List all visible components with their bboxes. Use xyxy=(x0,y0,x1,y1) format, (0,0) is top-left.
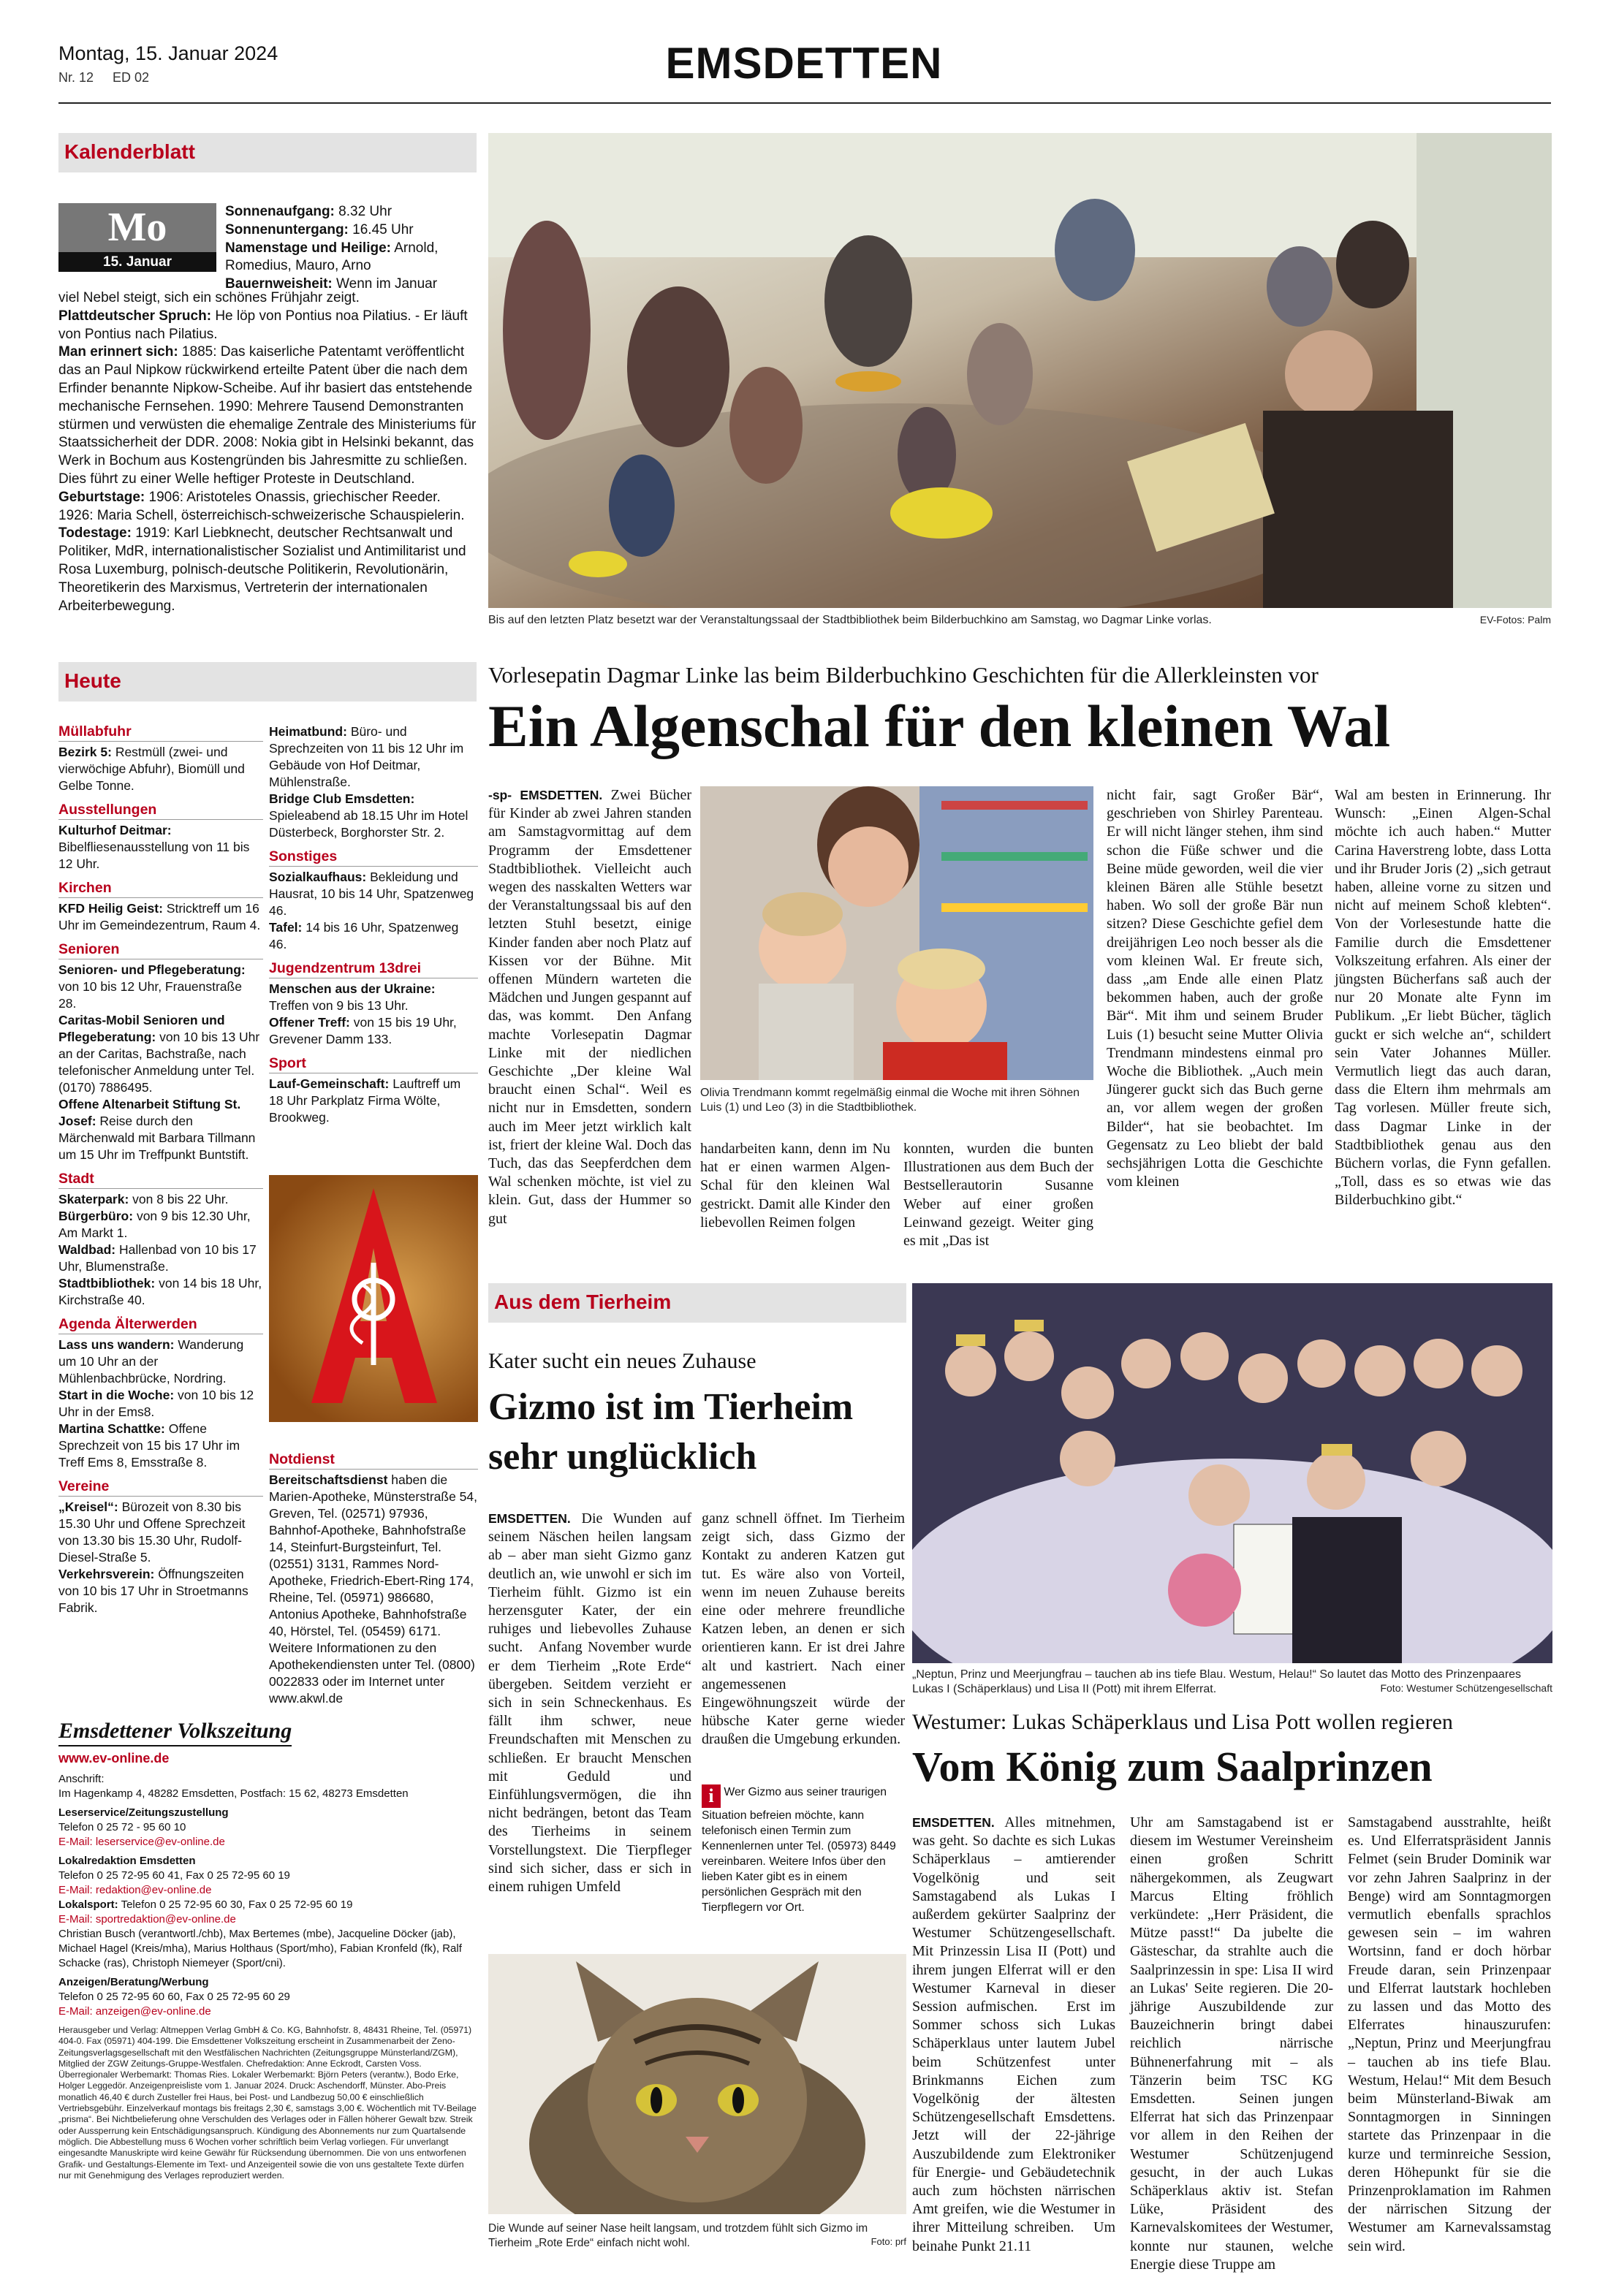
impressum-line xyxy=(58,1854,477,1869)
apotheke-a-icon xyxy=(269,1175,478,1422)
impressum-text: Telefon 0 25 72-95 60 30, Fax 0 25 72-95 60 19 xyxy=(118,1898,353,1911)
entry-label: Bauernweisheit: xyxy=(225,276,333,292)
issue-nr: Nr. 12 xyxy=(58,70,94,85)
entry-text: von 14 bis 18 Uhr, Kirchstraße 40. xyxy=(58,1276,262,1307)
kalender-line xyxy=(225,203,477,221)
impressum-line xyxy=(58,1975,477,1990)
heute-category-heading: Senioren xyxy=(58,941,263,959)
heute-entry xyxy=(269,869,478,919)
article1-headline: Ein Algenschal für den kleinen Wal xyxy=(488,693,1391,759)
apotheke-logo xyxy=(269,1175,478,1422)
impressum-line xyxy=(58,1787,477,1801)
article1-col1: -sp- EMSDETTEN. Zwei Bücher für Kinder ab zwei Jahren standen am Samstagvormittag auf dem Programm der Emsdettener Stadtbibliothek. Vielleicht auch wegen des nasskalten Wetters war der Veranstaltungssaal bis auf den letzten Stuhl besetzt, einige Kinder fanden aber noch Platz auf Kissen vor der Bühne. Mit offenen Mündern warteten die Mädchen und Jungen gespannt auf das, was kommt. Den Anfang machte Vorlesepatin Dagmar Linke mit der niedlichen Geschichte „Der kleine Wal braucht einen Schal“. Weil es nicht nur in Emsdetten, sondern auch im Meer jetzt wirklich kalt ist, friert der kleine Wal. Doch das Tuch, das das Seepferdchen dem Wal schenken möchte, ist viel zu klein. Gut, dass der Hummer so gut xyxy=(488,787,691,1227)
entry-label: Sozialkaufhaus: xyxy=(269,870,367,884)
entry-text: Bibelfliesenausstellung von 11 bis 12 Uhr. xyxy=(58,840,250,871)
kalender-line xyxy=(225,240,477,276)
impressum-line xyxy=(58,1869,477,1883)
entry-text: von 10 bis 12 Uhr in der Ems8. xyxy=(58,1388,254,1419)
article1-kicker: Vorlesepatin Dagmar Linke las beim Bilderbuchkino Geschichten für die Allerkleinsten vor xyxy=(488,662,1319,688)
heute-entry xyxy=(269,1076,478,1126)
tierheim-heading: Aus dem Tierheim xyxy=(488,1283,906,1323)
heute-category-heading: Müllabfuhr xyxy=(58,723,263,742)
heute-entry xyxy=(269,791,478,841)
page-title: EMSDETTEN xyxy=(665,39,943,88)
article3-kicker: Westumer: Lukas Schäperklaus und Lisa Pott wollen regieren xyxy=(912,1710,1453,1734)
kalender-sun-info xyxy=(225,203,477,294)
heute-heading: Heute xyxy=(58,662,477,702)
header-rule xyxy=(58,102,1551,104)
impressum-contacts xyxy=(58,1772,477,2019)
heute-col-1 xyxy=(58,723,263,1616)
entry-label: Verkehrsverein: xyxy=(58,1567,155,1581)
entry-label: Heimatbund: xyxy=(269,724,347,739)
notdienst-block xyxy=(269,1444,478,1707)
entry-label: Caritas-Mobil Senioren und Pflegeberatung: xyxy=(58,1013,225,1044)
entry-text: von 15 bis 19 Uhr, Grevener Damm 133. xyxy=(269,1015,457,1046)
article3-headline: Vom König zum Saalprinzen xyxy=(912,1743,1433,1790)
day-abbr: Mo xyxy=(58,203,216,252)
entry-label: Kulturhof Deitmar: xyxy=(58,823,172,837)
article2-kicker: Kater sucht ein neues Zuhause xyxy=(488,1349,756,1373)
entry-label: Bürgerbüro: xyxy=(58,1209,134,1223)
entry-label: Start in die Woche: xyxy=(58,1388,175,1402)
issue-date: Montag, 15. Januar 2024 xyxy=(58,42,278,64)
heute-entry xyxy=(58,1337,263,1387)
kalender-line xyxy=(58,489,477,525)
impressum-line xyxy=(58,1806,477,1820)
impressum-text: Telefon 0 25 72 - 95 60 10 xyxy=(58,1821,186,1833)
entry-text: Bekleidung und Hausrat, 10 bis 14 Uhr, Spatzenweg 46. xyxy=(269,870,474,918)
impressum-line xyxy=(58,1898,477,1912)
impressum-text: Telefon 0 25 72-95 60 60, Fax 0 25 72-95 60 29 xyxy=(58,1991,290,2003)
article2-headline: Gizmo ist im Tierheim sehr unglücklich xyxy=(488,1386,854,1478)
website-link[interactable]: www.ev-online.de xyxy=(58,1751,170,1765)
heute-entry xyxy=(58,1012,263,1096)
cat-illustration xyxy=(488,1954,906,2214)
entry-label: Lauf-Gemeinschaft: xyxy=(269,1076,390,1091)
info-icon: i xyxy=(702,1784,721,1808)
entry-label: „Kreisel“: xyxy=(58,1499,118,1514)
entry-text: Stricktreff um 16 Uhr im Gemeindezentrum, Raum 4. xyxy=(58,901,261,932)
entry-text: Lauftreff um 18 Uhr Parkplatz Firma Wölte, Brookweg. xyxy=(269,1076,461,1125)
day-date: 15. Januar xyxy=(58,252,216,272)
library-event-photo xyxy=(488,133,1552,608)
entry-label: Martina Schattke: xyxy=(58,1421,165,1436)
heute-category-heading: Sport xyxy=(269,1055,478,1073)
heute-entry xyxy=(58,962,263,1012)
entry-label: Offene Altenarbeit Stiftung St. Josef: xyxy=(58,1097,241,1128)
heute-entry xyxy=(269,1014,478,1048)
entry-label: Skaterpark: xyxy=(58,1192,129,1206)
heute-entry xyxy=(58,1275,263,1309)
kalenderblatt-heading: Kalenderblatt xyxy=(58,133,477,172)
impressum-line: E-Mail: sportredaktion@ev-online.de xyxy=(58,1913,236,1926)
entry-text: 1885: Das kaiserliche Patentamt veröffentlicht das an Paul Nipkow rückwirkend erteilte Patent über die nach dem Erfinder benannte Nipkow-Scheibe. Auf ihr basiert das entstehende mechanische Fernsehen. 1990: Mehrere Tausend Demonstranten stürmen und verwüsten die ehemalige Zentrale des Ministeriums für Staatssicherheit der DDR. 2008: Nokia gibt in Helsinki bekannt, das Werk in Bochum aus Kostengründen bis Jahresmitte zu schließen. Dies führt zu einer Welle heftiger Proteste in Deutschland. xyxy=(58,344,477,487)
entry-text: Offene Sprechzeit von 15 bis 17 Uhr im Treff Ems 8, Emsstraße 8. xyxy=(58,1421,240,1470)
heute-category-heading: Ausstellungen xyxy=(58,802,263,820)
heute-category-heading: Kirchen xyxy=(58,880,263,898)
heute-category-heading: Stadt xyxy=(58,1171,263,1189)
entry-text: He löp von Pontius noa Pilatius. - Er läuft von Pontius nach Pilatius. xyxy=(58,308,468,342)
entry-text: von 8 bis 22 Uhr. xyxy=(129,1192,229,1206)
entry-text: Öffnungszeiten von 10 bis 17 Uhr in Stroetmanns Fabrik. xyxy=(58,1567,249,1615)
entry-text: 16.45 Uhr xyxy=(348,221,414,237)
impressum-fineprint: Herausgeber und Verlag: Altmeppen Verlag GmbH & Co. KG, Bahnhofstr. 8, 48431 Rheine, Tel. (05971) 404-0. Fax (05971) 404-199. Die Emsdettener Volkszeitung erscheint in Zusammenarbeit der Zeno-Zeitungsverlagsgesellschaft mit den Westfälischen Nachrichten (Zeitungsgruppe Münsterland/ZGM), Mitglied der ZGW Zeitungs-Gruppe-Westfalen. Chefredaktion: Anne Eckrodt, Carsten Voss. Überregionaler Werbemarkt: Thomas Ries. Lokaler Werbemarkt: Björn Peters (verantw.), Bodo Erke, Holger Leggedör. Anzeigenpreisliste vom 1. Januar 2024. Druck: Aschendorff, Münster. Abo-Preis monatlich 46,40 € durch Zusteller frei Haus, bei Post- und Landbezug 50,00 € einschließlich Vertriebsgebühr. Einzelverkauf montags bis freitags 2,30 €, samstags 3,00 €. Wöchentlich mit TV-Beilage „prisma“. Bei Nichtbelieferung ohne Verschulden des Verlages oder in Fällen höherer Gewalt bzw. Streik oder Aussperrung kein Entschädigungsanspruch. Kündigung des Abonnements nur zum Quartalsende möglich. Die Abbestellung muss 6 Wochen vorher schriftlich beim Verlag vorliegen. Für unverlangt eingesandte Manuskripte wird keine Gewähr für Rücksendung übernommen. Die von uns entworfenen Grafik- und Gestaltungs-Elemente im Text- und Anzeigenteil sowie die von uns gestaltete Texte dürfen nur mit Genehmigung des Verlages reproduziert werden. xyxy=(58,2025,477,2181)
heute-entry xyxy=(58,1191,263,1208)
main-photo-caption: Bis auf den letzten Platz besetzt war der Veranstaltungssaal der Stadtbibliothek beim Bilderbuchkino am Samstag, wo Dagmar Linke vorlas. xyxy=(488,614,1212,626)
article3-col3: Samstagabend ausstrahlte, heißt es. Und Elferratspräsident Jannis Felmet (sein Bruder Dominik war vor zehn Jahren Saalprinz in der Benge) wird am Sonntagmorgen vermutlich ebenfalls sprachlos gewesen sein – im wahren Wortsinn, fand er doch hörbar Freude daran, sein Prinzenpaar und Elferrat lautstark hochleben zu lassen und das Motto des Elferrates hinauszurufen: „Neptun, Prinz und Meerjungfrau – tauchen ab ins tiefe Blau. Westum, Helau!“ Mit dem Besuch beim Münsterland-Biwak am Sonntagmorgen in Sinningen startete das Prinzenpaar in die kurze und terminreiche Session, deren Höhepunkt für sie die Prinzenproklamation im Rahmen der närrischen Sitzung der Westumer am Karnevalssamstag sein wird. xyxy=(1348,1814,1551,2254)
article1-photo-caption: Olivia Trendmann kommt regelmäßig einmal die Woche mit ihren Söhnen Luis (1) und Leo (3) in die Stadtbibliothek. xyxy=(700,1087,1080,1114)
entry-label: Lass uns wandern: xyxy=(58,1337,175,1352)
heute-entry xyxy=(58,822,263,873)
impressum-label: Lokalsport: xyxy=(58,1898,118,1911)
article1-col3: konnten, wurden die bunten Illustrationen aus dem Buch der Bestsellerautorin Susanne Weber auf einer großen Leinwand gezeigt. Weiter ging es mit „Das ist xyxy=(903,1141,1093,1250)
mother-children-illustration xyxy=(700,786,1093,1080)
kalender-line xyxy=(58,525,477,615)
entry-text: Hallenbad von 10 bis 17 Uhr, Blumenstraße. xyxy=(58,1242,257,1274)
entry-label: Offener Treff: xyxy=(269,1015,350,1030)
heute-category-heading: Jugendzentrum 13drei xyxy=(269,960,478,978)
article1-col4: nicht fair, sagt Großer Bär“, geschrieben von Shirley Parenteau. Er will nicht länger stehen, ihm sind schon die Füße schwer und die Beine müde geworden, weil die vier kleinen Bären alle Stühle besetzt haben. Wo soll der große Bär nun sitzen? Diese Geschichte gefiel dem dreijährigen Leo noch besser als die vom kleinen Wal. Er freute sich, dass „am Ende alle einen Platz bekommen haben, auch der große Bär“. Mit ihm und seinem Bruder Luis (1) besucht seine Mutter Olivia Trendmann mindestens einmal pro Woche die Bibliothek. „Auch mein Jüngerer guckt sich das Buch gerne an, vor allem wegen der großen Bilder“, hat sie beobachtet. Im Gegensatz zu Leo bliebt der bald sechsjährigen Lotta die Geschichte vom kleinen xyxy=(1107,787,1323,1190)
entry-label: Plattdeutscher Spruch: xyxy=(58,308,212,324)
entry-text: Wenn im Januar xyxy=(332,276,438,292)
article2-col1: EMSDETTEN. Die Wunden auf seinem Näschen heilen langsam ab – aber man sieht Gizmo ganz deutlich an, wie unwohl er sich im Tierheim fühlt. Gizmo ist ein herzensguter Kater, der ein ruhiges und liebevolles Zuhause sucht. Anfang November wurde er dem Tierheim „Rote Erde“ übergeben. Seitdem verzieht er sich in sein Schneckenhaus. Es fällt ihm schwer, neue Freundschaften mit Menschen zu schließen. Er braucht Menschen mit Geduld und Einfühlungsvermögen, die ihn nicht bedrängen, betont das Team des Tierheims in seinem Vorstellungstext. Die Tierpfleger sind sich sicher, dass er sich in einem ruhigen Umfeld xyxy=(488,1510,691,1896)
impressum-label: Anzeigen/Beratung/Werbung xyxy=(58,1976,209,1988)
article2-col2: ganz schnell öffnet. Im Tierheim zeigt sich, dass Gizmo der Kontakt zu anderen Katzen gut tut. Es wäre also von Vorteil, wenn im neuen Zuhause bereits eine oder mehrere freundliche Katzen leben, an denen er sich orientieren kann. Er ist drei Jahre alt und kastriert. Nach einer angemessenen Eingewöhnungszeit würde der hübsche Kater gerne wieder draußen die Umgebung erkunden. xyxy=(702,1510,905,1748)
article3-photo-caption: „Neptun, Prinz und Meerjungfrau – tauchen ab ins tiefe Blau. Westum, Helau!“ So lautet das Motto des Prinzenpaares Lukas I (Schäperklaus) und Lisa II (Pott) mit ihrem Elferrat. xyxy=(912,1668,1522,1695)
tierheim-section xyxy=(488,1283,906,1323)
entry-label: KFD Heilig Geist: xyxy=(58,901,163,916)
entry-text: Arnold, Romedius, Mauro, Arno xyxy=(225,240,439,274)
entry-text: 8.32 Uhr xyxy=(334,204,392,219)
heute-entry xyxy=(269,723,478,791)
heute-entry xyxy=(58,744,263,794)
entry-label: Bezirk 5: xyxy=(58,745,112,759)
impressum-label: Leserservice/Zeitungszustellung xyxy=(58,1806,229,1819)
impressum-line: E-Mail: anzeigen@ev-online.de xyxy=(58,2005,211,2018)
impressum-text: Christian Busch (verantwortl./chb), Max Bertemes (mbe), Jacqueline Döcker (jab), Michael Hagel (Kreis/mha), Marius Holthaus (Sport/mho), Fabian Kronfeld (fk), Ralf Schacke (ras), Christoph Niemeyer (Sport/cni). xyxy=(58,1928,462,1969)
prince-couple-photo xyxy=(912,1283,1552,1663)
kalender-line xyxy=(58,343,477,488)
mother-children-photo xyxy=(700,786,1093,1080)
entry-text: Wanderung um 10 Uhr an der Mühlenbachbrücke, Nordring. xyxy=(58,1337,244,1385)
heute-entry xyxy=(58,1499,263,1566)
audience-illustration xyxy=(488,133,1552,608)
notdienst-heading: Notdienst xyxy=(269,1451,478,1470)
notdienst-text: Bereitschaftsdienst haben die Marien-Apotheke, Münsterstraße 54, Greven, Tel. (02571) 97936, Bahnhof-Apotheke, Bahnhofstraße 14, Steinfurt-Burgsteinfurt, Tel. (02551) 3131, Rammes Nord-Apotheke, Friedrich-Ebert-Ring 174, Rheine, Tel. (05971) 986680, Antonius Apotheke, Bahnhofstraße 40, Hörstel, Tel. (05459) 6171. Weitere Informationen zu den Apothekendiensten unter Tel. (0800) 0022833 oder im Internet unter www.akwl.de xyxy=(269,1472,477,1706)
impressum-line xyxy=(58,1820,477,1835)
entry-text: von 9 bis 12.30 Uhr, Am Markt 1. xyxy=(58,1209,251,1240)
entry-label: Man erinnert sich: xyxy=(58,344,178,360)
article2-info: i Wer Gizmo aus seiner traurigen Situation befreien möchte, kann telefonisch einen Termin zum Kennenlernen unter Tel. (05973) 8449 vereinbaren. Weitere Infos über den lieben Kater gibt es in einem persönlichen Gespräch mit den Tierpflegern vor Ort. xyxy=(702,1785,896,1914)
heute-entry xyxy=(58,1387,263,1421)
heute-entry xyxy=(58,1242,263,1275)
impressum-text: Im Hagenkamp 4, 48282 Emsdetten, Postfach: 15 62, 48273 Emsdetten xyxy=(58,1787,409,1800)
article1-col2: handarbeiten kann, denn im Nu hat er einen warmen Algen-Schal für den kleinen Wal gestrickt. Damit alle Kinder den liebevollen Reimen folgen xyxy=(700,1141,890,1231)
impressum-text: Anschrift: xyxy=(58,1773,105,1785)
heute-category-heading: Agenda Älterwerden xyxy=(58,1316,263,1334)
kalender-body xyxy=(58,289,477,615)
entry-label: Stadtbibliothek: xyxy=(58,1276,156,1290)
entry-text: von 10 bis 12 Uhr, Frauenstraße 28. xyxy=(58,979,242,1011)
impressum-line: E-Mail: redaktion@ev-online.de xyxy=(58,1884,212,1896)
impressum xyxy=(58,1719,477,2181)
entry-text: Büro- und Sprechzeiten von 11 bis 12 Uhr im Gebäude von Hof Deitmar, Mühlenstraße. xyxy=(269,724,464,789)
impressum-text: Telefon 0 25 72-95 60 41, Fax 0 25 72-95 60 19 xyxy=(58,1869,290,1882)
entry-text: 1906: Aristoteles Onassis, griechischer Reeder. 1926: Maria Schell, österreichisch-schweizerische Schauspielerin. xyxy=(58,489,465,523)
heute-category-heading: Vereine xyxy=(58,1478,263,1497)
entry-label: Namenstage und Heilige: xyxy=(225,240,391,256)
impressum-line xyxy=(58,1927,477,1971)
heute-entry xyxy=(269,919,478,953)
heute-col-2 xyxy=(269,723,478,1126)
kalenderblatt-section xyxy=(58,133,477,172)
entry-label: Senioren- und Pflegeberatung: xyxy=(58,962,246,977)
entry-text: Restmüll (zwei- und vierwöchige Abfuhr), Biomüll und Gelbe Tonne. xyxy=(58,745,245,793)
entry-text: 1919: Karl Liebknecht, deutscher Rechtsanwalt und Politiker, MdR, internationalistischer Sozialist und Antimilitarist und Rosa Luxemburg, polnisch-deutsche Politikerin, Revolutionärin, Theoretikerin des Marxismus, Vertreterin der internationalen Arbeiterbewegung. xyxy=(58,525,466,614)
heute-entry xyxy=(58,1421,263,1471)
article3-col1: EMSDETTEN. Alles mitnehmen, was geht. So dachte es sich Lukas Schäperklaus – amtierender Vogelkönig und seit Samstagabend als Lukas I außerdem gekürter Saalprinz der Westumer Schützengesellschaft. Mit Prinzessin Lisa II (Pott) und ihrem jungen Elferrat will er den Westumer Karneval in dieser Session aufmischen. Erst im Sommer schoss sich Lukas Schäperklaus unter lautem Jubel beim Schützenfest unter Brinkmanns Eichen zum Vogelkönig der ältesten Schützengesellschaft Emsdettens. Jetzt will der 22-jährige Auszubildende zum Elektroniker für Energie- und Gebäudetechnik auch zum höchsten närrischen Amt greifen, wie die Westumer in ihrer Mitteilung schreiben. Um beinahe Punkt 21.11 xyxy=(912,1814,1115,2254)
entry-text: Reise durch den Märchenwald mit Barbara Tillmann um 15 Uhr im Treffpunkt Buntstift. xyxy=(58,1114,256,1162)
impressum-line xyxy=(58,1990,477,2004)
heute-section xyxy=(58,662,477,702)
impressum-line: E-Mail: leserservice@ev-online.de xyxy=(58,1836,225,1848)
entry-label: Menschen aus der Ukraine: xyxy=(269,981,436,996)
entry-label: Bridge Club Emsdetten: xyxy=(269,791,415,806)
entry-text: Spieleabend ab 18.15 Uhr im Hotel Düsterbeck, Borghorster Str. 2. xyxy=(269,808,469,840)
kalender-line xyxy=(58,308,477,344)
entry-label: Tafel: xyxy=(269,920,303,935)
kalender-line xyxy=(58,289,477,308)
cat-photo xyxy=(488,1954,906,2214)
impressum-label: Lokalredaktion Emsdetten xyxy=(58,1855,196,1867)
entry-text: Bürozeit von 8.30 bis 15.30 Uhr und Offene Sprechzeit von 13.30 bis 15.30 Uhr, Rudolf-Diesel-Straße 5. xyxy=(58,1499,246,1565)
article3-col2: Uhr am Samstagabend ist er diesem im Westumer Vereinsheim einen großen Schritt nähergekommen, als Zeugwart Marcus Elting fröhlich verkündete: „Herr Präsident, die Mütze passt!“ Da jubelte die Gästeschar, da strahlte auch die Saalprinzessin in spe: Lisa II wird an Lukas' Seite regieren. Die 20-jährige Auszubildende zur Bauzeichnerin bringt dabei reichlich närrische Bühnenerfahrung mit – als Tänzerin beim TSC KG Emsdetten. Seinen jungen Elferrat hat sich das Prinzenpaar vor allem in den Reihen der Westumer Schützenjugend gesucht, in der auch Lukas Schäperklaus aktiv ist. Stefan Lüke, Präsident des Karnevalskomitees der Westumer, konnte nur staunen, welche Energie diese Truppe am xyxy=(1130,1814,1333,2273)
entry-label: Todestage: xyxy=(58,525,132,541)
main-photo-credit: EV-Fotos: Palm xyxy=(1479,614,1551,626)
heute-entry xyxy=(58,1566,263,1616)
heute-entry xyxy=(58,900,263,934)
heute-entry xyxy=(269,981,478,1014)
edition-code: ED 02 xyxy=(113,70,150,85)
prince-couple-illustration xyxy=(912,1283,1552,1663)
article1-col5: Wal am besten in Erinnerung. Ihr Wunsch: „Einen Algen-Schal möchte ich auch haben.“ Mutter Carina Haverstreng lobte, dass Lotta und ihr Bruder Joris (2) „sich getraut haben, alleine vorne zu sitzen und nicht auf meinem Schoß klebten“. Von der Vorlesestunde hatte die Familie durch die Emsdettener Volkszeitung erfahren. Als einer der jüngsten Bücherfans saß auch der nur 20 Monate alte Fynn im Publikum. „Er liebt Bücher, täglich guckt er sich welche an“, schildert sein Vater Johannes Müller. Vermutlich liegt das auch daran, dass die Eltern ihm mehrmals am Tag vorlesen. Müller freute sich, dass Dagmar Linke in der Stadtbibliothek genau aus den Büchern vorlas, die Fynn gefallen. „Toll, dass es so etwas wie das Bilderbuchkino gibt.“ xyxy=(1335,787,1551,1209)
impressum-line xyxy=(58,1772,477,1787)
kalender-line xyxy=(225,221,477,240)
article3-photo-credit: Foto: Westumer Schützengesellschaft xyxy=(1228,1682,1552,1694)
newspaper-logo: Emsdettener Volkszeitung xyxy=(58,1719,292,1746)
heute-entry xyxy=(58,1208,263,1242)
entry-text: viel Nebel steigt, sich ein schönes Frühjahr zeigt. xyxy=(58,290,360,305)
heute-entry xyxy=(58,1096,263,1163)
heute-category-heading: Sonstiges xyxy=(269,848,478,867)
entry-label: Waldbad: xyxy=(58,1242,116,1257)
entry-label: Sonnenuntergang: xyxy=(225,221,349,237)
entry-label: Geburtstage: xyxy=(58,489,145,505)
entry-text: 14 bis 16 Uhr, Spatzenweg 46. xyxy=(269,920,459,951)
entry-label: Sonnenaufgang: xyxy=(225,204,335,219)
entry-text: Treffen von 9 bis 13 Uhr. xyxy=(269,998,409,1013)
article2-photo-caption: Die Wunde auf seiner Nase heilt langsam, und trotzdem fühlt sich Gizmo im Tierheim „Rote Erde“ einfach nicht wohl. xyxy=(488,2222,868,2249)
article2-photo-credit: Foto: prf xyxy=(862,2236,906,2247)
day-badge xyxy=(58,203,216,272)
entry-text: von 10 bis 13 Uhr an der Caritas, Bachstraße, nach telefonischer Anmeldung unter Tel. (0170) 7886495. xyxy=(58,1030,260,1095)
